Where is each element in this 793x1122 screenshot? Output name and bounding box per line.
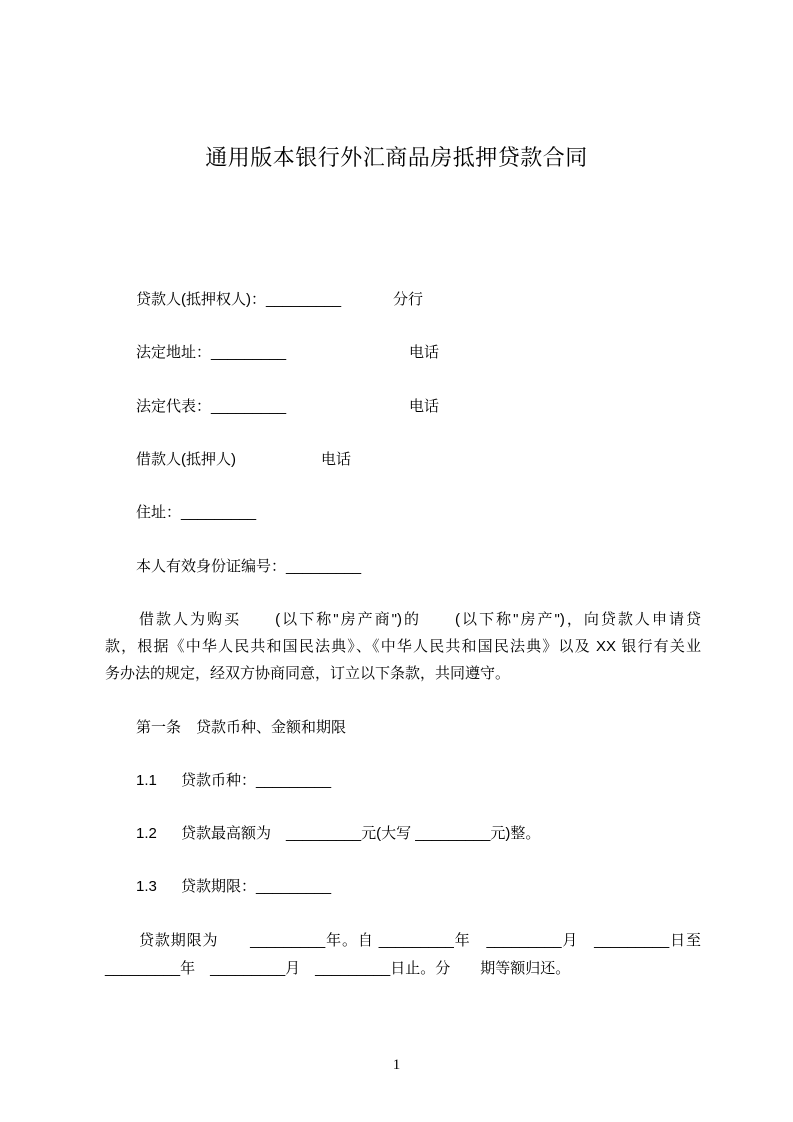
intro-paragraph-line-2: 款，根据《中华人民共和国民法典》、《中华人民共和国民法典》以及 XX 银行有关业 — [105, 638, 701, 655]
clause-number: 1.2 — [136, 825, 157, 842]
document-title: 通用版本银行外汇商品房抵押贷款合同 — [205, 145, 588, 170]
legal-address-line: 法定地址：_________ — [136, 344, 287, 361]
loan-term-line-1: 贷款期限为 _________年。自 _________年 _________月 _________日至 — [139, 932, 701, 949]
borrower-line: 借款人(抵押人) — [136, 451, 236, 468]
clause-1-3-text: 贷款期限：_________ — [181, 878, 332, 895]
legal-address-phone-label: 电话 — [409, 344, 440, 361]
clause-number: 1.3 — [136, 878, 157, 895]
legal-rep-line: 法定代表：_________ — [136, 398, 287, 415]
lender-branch-label: 分行 — [393, 291, 424, 308]
clause-1-2-text: 贷款最高额为 _________元(大写 _________元)整。 — [181, 825, 541, 842]
page-number: 1 — [392, 1057, 401, 1073]
loan-term-line-2: _________年 _________月 _________日止。分 期等额归还。 — [105, 960, 571, 977]
intro-paragraph-line-1: 借款人为购买 (以下称"房产商")的 (以下称"房产")，向贷款人申请贷 — [139, 611, 701, 628]
intro-paragraph-line-3: 务办法的规定，经双方协商同意，订立以下条款，共同遵守。 — [105, 665, 511, 682]
lender-line: 贷款人(抵押权人)：_________ — [136, 291, 342, 308]
id-number-line: 本人有效身份证编号：_________ — [136, 558, 362, 575]
clause-number: 1.1 — [136, 772, 157, 789]
borrower-phone-label: 电话 — [321, 451, 352, 468]
address-line: 住址：_________ — [136, 504, 257, 521]
legal-rep-phone-label: 电话 — [409, 398, 440, 415]
article-1-heading: 第一条 贷款币种、金额和期限 — [136, 719, 347, 736]
clause-1-1-text: 贷款币种：_________ — [181, 772, 332, 789]
